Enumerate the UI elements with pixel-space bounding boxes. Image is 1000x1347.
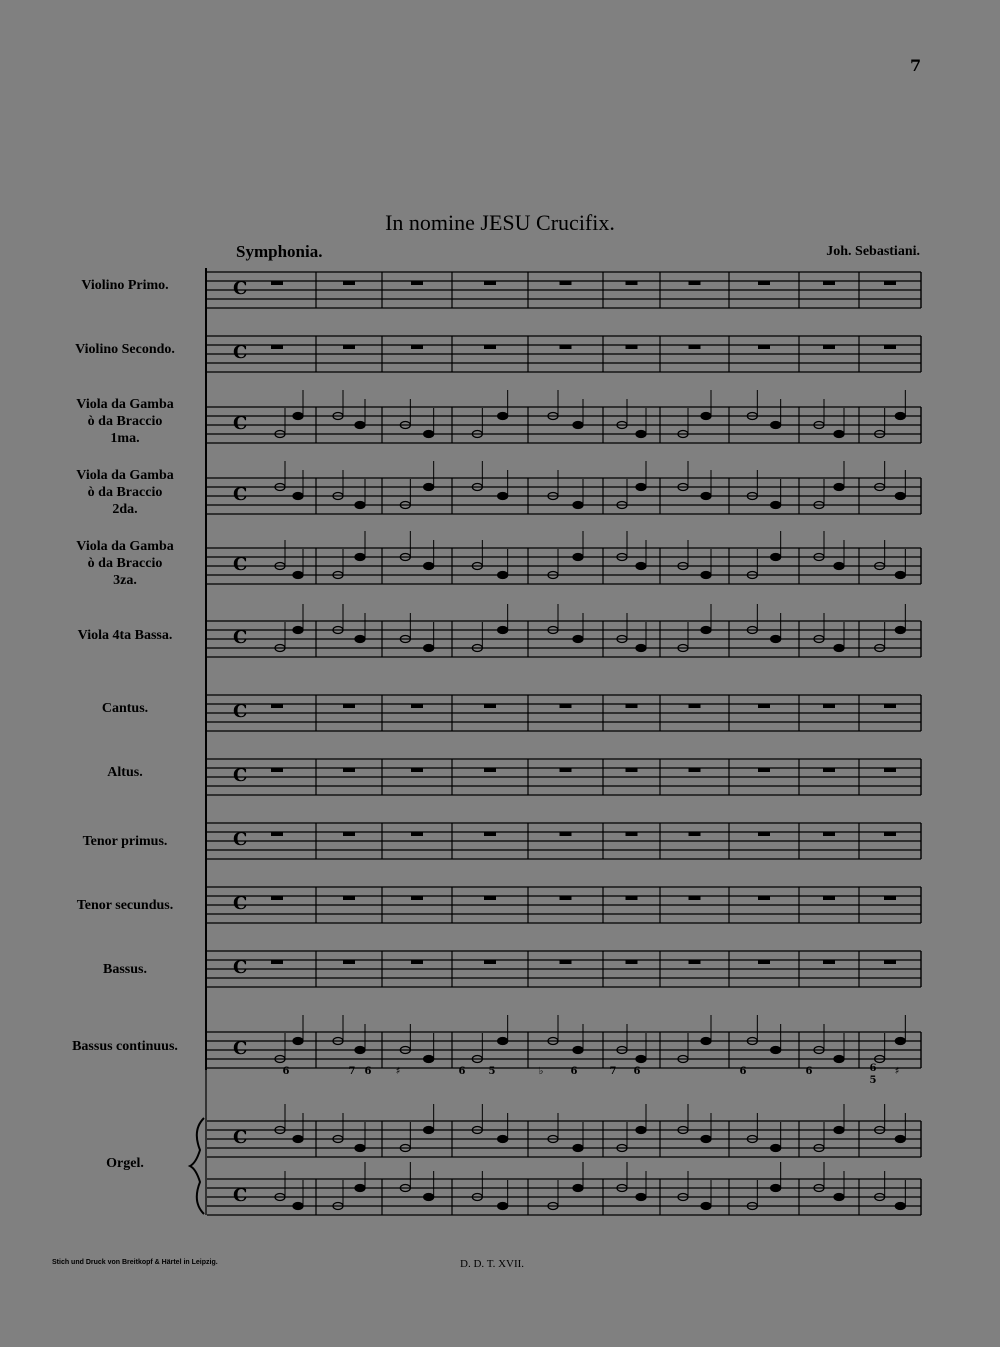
measure-rest (823, 960, 835, 964)
measure-rest (689, 345, 701, 349)
measure-rest (411, 281, 423, 285)
note-head (834, 431, 844, 438)
note-head (355, 502, 365, 509)
note-head (498, 627, 508, 634)
note-head (498, 1203, 508, 1210)
note-head (355, 636, 365, 643)
label-bassus-continuus: Bassus continuus. (72, 1039, 178, 1054)
label-violino-primo: Violino Primo. (81, 278, 169, 293)
note-head (636, 431, 646, 438)
measure-rest (689, 832, 701, 836)
measure-rest (271, 768, 283, 772)
figured-bass-figure: ♭ (538, 1066, 544, 1077)
note-head (573, 422, 583, 429)
note-head (498, 1038, 508, 1045)
measure-rest (560, 281, 572, 285)
figured-bass-figure: 6 (458, 1066, 466, 1077)
note-head (355, 1185, 365, 1192)
figured-bass-figure: ♯ (395, 1066, 401, 1077)
measure-rest (758, 345, 770, 349)
measure-rest (271, 704, 283, 708)
measure-rest (411, 832, 423, 836)
measure-rest (343, 832, 355, 836)
measure-rest (626, 345, 638, 349)
note-head (293, 413, 303, 420)
measure-rest (626, 704, 638, 708)
note-head (424, 563, 434, 570)
note-head (834, 563, 844, 570)
time-signature: C (233, 627, 248, 648)
measure-rest (758, 832, 770, 836)
note-head (834, 1056, 844, 1063)
measure-rest (271, 832, 283, 836)
note-head (498, 413, 508, 420)
measure-rest (823, 281, 835, 285)
time-signature: C (233, 554, 248, 575)
measure-rest (884, 832, 896, 836)
note-head (498, 1136, 508, 1143)
figured-bass-figure: 5 (488, 1066, 496, 1077)
note-head (424, 431, 434, 438)
figured-bass-figure: 6 (570, 1066, 578, 1077)
measure-rest (884, 960, 896, 964)
measure-rest (626, 768, 638, 772)
note-head (701, 627, 711, 634)
note-head (424, 1056, 434, 1063)
measure-rest (823, 768, 835, 772)
figured-bass-figure: 6 (869, 1063, 877, 1074)
note-head (355, 1145, 365, 1152)
edition-reference: D. D. T. XVII. (460, 1258, 525, 1270)
time-signature: C (233, 413, 248, 434)
figured-bass-figure: 6 (282, 1066, 290, 1077)
measure-rest (343, 960, 355, 964)
label-cantus: Cantus. (101, 701, 149, 716)
measure-rest (271, 896, 283, 900)
measure-rest (560, 345, 572, 349)
measure-rest (626, 960, 638, 964)
note-head (771, 502, 781, 509)
figured-bass-figure: 6 (364, 1066, 372, 1077)
note-head (293, 572, 303, 579)
composer-name: Joh. Sebastiani. (826, 244, 920, 259)
note-head (701, 413, 711, 420)
note-head (834, 1127, 844, 1134)
organ-brace (190, 1118, 204, 1214)
measure-rest (343, 896, 355, 900)
page-number: 7 (910, 56, 922, 75)
note-head (293, 1136, 303, 1143)
note-head (293, 1038, 303, 1045)
label-altus: Altus. (107, 765, 143, 780)
measure-rest (484, 960, 496, 964)
note-head (355, 422, 365, 429)
measure-rest (411, 960, 423, 964)
figured-bass-figure: ♯ (894, 1066, 900, 1077)
measure-rest (343, 345, 355, 349)
movement-title: Symphonia. (236, 242, 323, 261)
note-head (701, 493, 711, 500)
measure-rest (626, 832, 638, 836)
time-signature: C (233, 1185, 248, 1206)
measure-rest (484, 832, 496, 836)
measure-rest (271, 960, 283, 964)
note-head (355, 1047, 365, 1054)
note-head (293, 627, 303, 634)
note-head (573, 554, 583, 561)
measure-rest (484, 704, 496, 708)
note-head (636, 645, 646, 652)
measure-rest (823, 832, 835, 836)
time-signature: C (233, 278, 248, 299)
label-viola-bassa: Viola 4ta Bassa. (77, 628, 173, 643)
measure-rest (411, 345, 423, 349)
measure-rest (689, 960, 701, 964)
measure-rest (689, 896, 701, 900)
note-head (636, 1127, 646, 1134)
figured-bass-figure: 7 (348, 1066, 356, 1077)
measure-rest (884, 345, 896, 349)
note-head (498, 493, 508, 500)
time-signature: C (233, 829, 248, 850)
time-signature: C (233, 342, 248, 363)
measure-rest (343, 281, 355, 285)
measure-rest (823, 345, 835, 349)
note-head (355, 554, 365, 561)
figured-bass-figure: 6 (805, 1066, 813, 1077)
measure-rest (884, 704, 896, 708)
measure-rest (411, 896, 423, 900)
note-head (895, 1038, 905, 1045)
label-bassus: Bassus. (103, 962, 147, 977)
measure-rest (484, 345, 496, 349)
note-head (771, 422, 781, 429)
note-head (636, 484, 646, 491)
figured-bass-figure: 5 (869, 1075, 877, 1086)
note-head (701, 572, 711, 579)
note-head (834, 484, 844, 491)
measure-rest (823, 896, 835, 900)
measure-rest (560, 704, 572, 708)
time-signature: C (233, 1127, 248, 1148)
note-head (424, 1194, 434, 1201)
note-head (293, 493, 303, 500)
time-signature: C (233, 957, 248, 978)
time-signature: C (233, 701, 248, 722)
label-tenor-primus: Tenor primus. (82, 834, 168, 849)
measure-rest (271, 281, 283, 285)
measure-rest (271, 345, 283, 349)
measure-rest (758, 768, 770, 772)
note-head (771, 554, 781, 561)
measure-rest (758, 281, 770, 285)
label-viola-gamba-3: Viola da Gamba ò da Braccio 3za. (76, 539, 174, 588)
note-head (895, 627, 905, 634)
measure-rest (823, 704, 835, 708)
note-head (771, 636, 781, 643)
note-head (424, 645, 434, 652)
note-head (636, 1194, 646, 1201)
note-head (701, 1136, 711, 1143)
page-title: In nomine JESU Crucifix. (385, 210, 615, 235)
note-head (771, 1185, 781, 1192)
measure-rest (884, 896, 896, 900)
note-head (293, 1203, 303, 1210)
measure-rest (343, 704, 355, 708)
figured-bass-figure: 6 (739, 1066, 747, 1077)
note-head (895, 1136, 905, 1143)
note-head (573, 636, 583, 643)
measure-rest (758, 960, 770, 964)
measure-rest (560, 960, 572, 964)
note-head (895, 413, 905, 420)
measure-rest (689, 704, 701, 708)
measure-rest (626, 896, 638, 900)
measure-rest (343, 768, 355, 772)
time-signature: C (233, 1038, 248, 1059)
note-head (895, 572, 905, 579)
note-head (834, 1194, 844, 1201)
measure-rest (560, 768, 572, 772)
time-signature: C (233, 765, 248, 786)
measure-rest (484, 768, 496, 772)
note-head (636, 563, 646, 570)
note-head (771, 1145, 781, 1152)
measure-rest (626, 281, 638, 285)
measure-rest (560, 832, 572, 836)
label-orgel: Orgel. (106, 1156, 144, 1171)
note-head (573, 1185, 583, 1192)
label-violino-secondo: Violino Secondo. (75, 342, 175, 357)
measure-rest (758, 704, 770, 708)
note-head (573, 502, 583, 509)
note-head (424, 484, 434, 491)
note-head (701, 1203, 711, 1210)
time-signature: C (233, 484, 248, 505)
measure-rest (484, 896, 496, 900)
note-head (573, 1047, 583, 1054)
label-viola-gamba-2: Viola da Gamba ò da Braccio 2da. (76, 468, 174, 517)
measure-rest (689, 768, 701, 772)
measure-rest (560, 896, 572, 900)
note-head (424, 1127, 434, 1134)
measure-rest (689, 281, 701, 285)
measure-rest (411, 768, 423, 772)
measure-rest (411, 704, 423, 708)
note-head (573, 1145, 583, 1152)
figured-bass-figure: 7 (609, 1066, 617, 1077)
publisher-imprint: Stich und Druck von Breitkopf & Härtel in Leipzig. (52, 1259, 218, 1266)
note-head (895, 1203, 905, 1210)
time-signature: C (233, 893, 248, 914)
note-head (834, 645, 844, 652)
measure-rest (884, 281, 896, 285)
figured-bass-figure: 6 (633, 1066, 641, 1077)
note-head (636, 1056, 646, 1063)
measure-rest (884, 768, 896, 772)
note-head (895, 493, 905, 500)
measure-rest (758, 896, 770, 900)
note-head (701, 1038, 711, 1045)
note-head (771, 1047, 781, 1054)
label-tenor-secundus: Tenor secundus. (76, 898, 174, 913)
measure-rest (484, 281, 496, 285)
note-head (498, 572, 508, 579)
label-viola-gamba-1: Viola da Gamba ò da Braccio 1ma. (76, 397, 174, 446)
